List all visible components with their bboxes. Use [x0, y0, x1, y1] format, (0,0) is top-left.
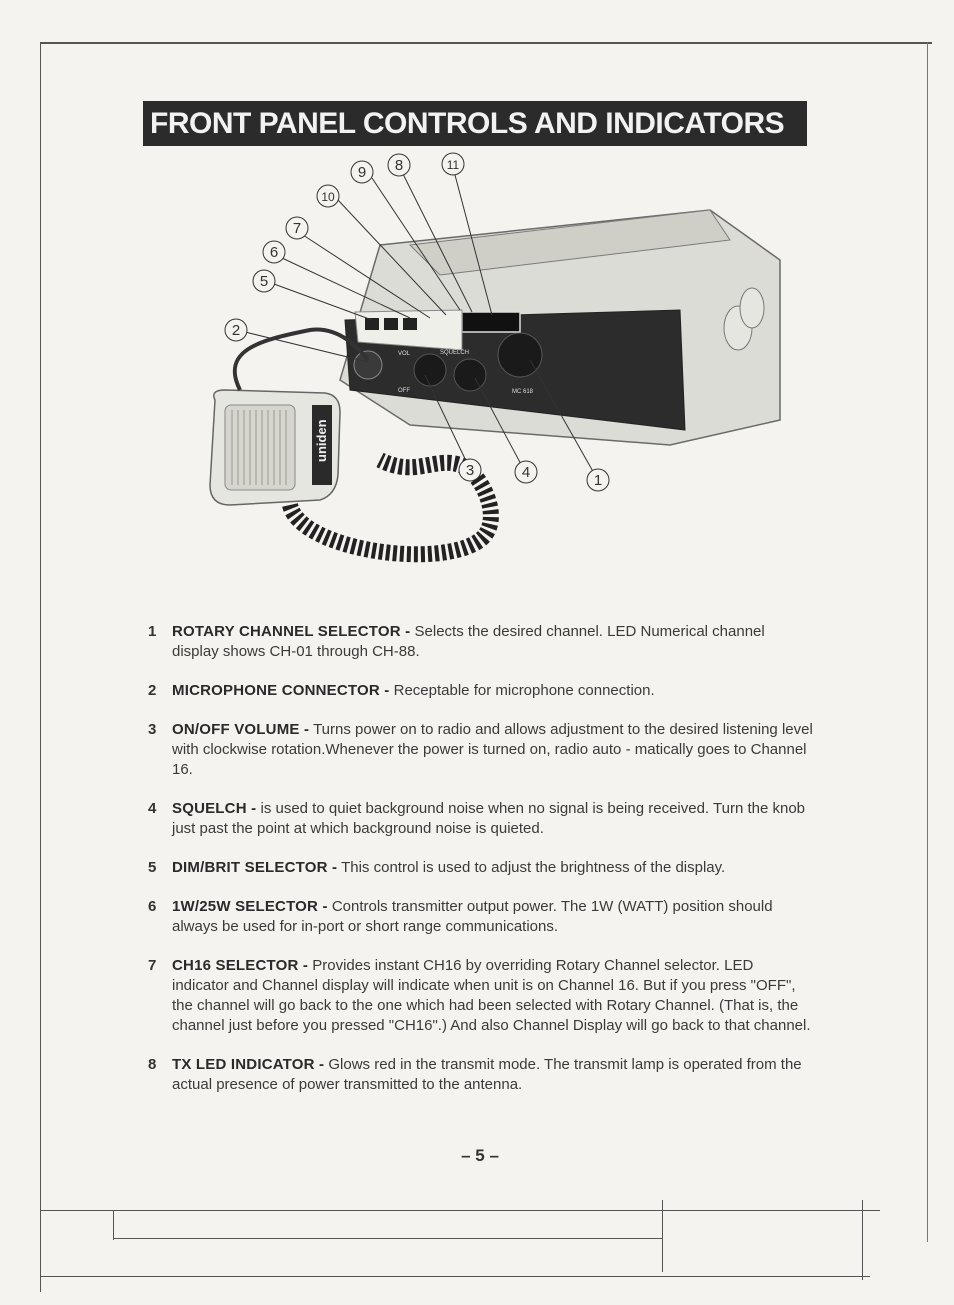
- list-item: [148, 799, 813, 839]
- item-number: 3: [148, 721, 157, 738]
- bottom-box-right: [662, 1200, 663, 1272]
- item-number: 6: [148, 898, 157, 915]
- right-border-line: [927, 42, 928, 1242]
- item-number: 7: [148, 957, 157, 974]
- svg-text:11: 11: [446, 158, 460, 172]
- item-label: CH16 SELECTOR -: [172, 957, 309, 974]
- squelch-label: SQUELCH: [440, 350, 470, 356]
- callout-11: [442, 153, 464, 175]
- svg-text:5: 5: [259, 273, 269, 290]
- item-text: Controls transmitter output power. The 1W (WATT) position should always be used for in-port or short range communications.: [172, 898, 773, 935]
- svg-text:1: 1: [593, 472, 603, 489]
- callout-2: [225, 319, 247, 341]
- item-label: SQUELCH -: [172, 800, 257, 817]
- model-label: MC 618: [512, 389, 534, 395]
- item-text: This control is used to adjust the brightness of the display.: [337, 859, 726, 876]
- bottom-box-left: [113, 1210, 114, 1240]
- list-item: [148, 1055, 813, 1095]
- item-text: Receptable for microphone connection.: [389, 682, 655, 699]
- callout-3: [459, 459, 481, 481]
- item-label: ROTARY CHANNEL SELECTOR -: [172, 623, 411, 640]
- vol-label: VOL: [398, 351, 411, 357]
- callout-6: [263, 241, 285, 263]
- radio-illustration: [140, 150, 820, 610]
- callout-7: [286, 217, 308, 239]
- item-text: Glows red in the transmit mode. The transmit lamp is operated from the actual presence of power transmitted to the antenna.: [172, 1056, 802, 1093]
- item-label: MICROPHONE CONNECTOR -: [172, 682, 390, 699]
- svg-text:2: 2: [231, 322, 241, 339]
- item-text: Provides instant CH16 by overriding Rotary Channel selector. LED indicator and Channel display will indicate when unit is on Channel 16. But if you press "OFF", the channel will go back to the one which had been selected with Rotary Channel. (That is, the channel just before you pressed "CH16".) And also Channel Display will go back to that channel.: [172, 957, 811, 1034]
- bottom-box-right-2: [862, 1200, 863, 1280]
- section-title: FRONT PANEL CONTROLS AND INDICATORS: [143, 101, 807, 146]
- svg-text:9: 9: [357, 164, 367, 181]
- callout-4: [515, 461, 537, 483]
- item-label: 1W/25W SELECTOR -: [172, 898, 328, 915]
- item-text: Selects the desired channel. LED Numerical channel display shows CH-01 through CH-88.: [172, 623, 765, 660]
- list-item: [148, 858, 813, 878]
- item-text: Turns power on to radio and allows adjustment to the desired listening level with clockwise rotation.Whenever the power is turned on, radio auto - matically goes to Channel 16.: [172, 721, 813, 778]
- callout-8: [388, 154, 410, 176]
- top-border-line: [40, 42, 932, 44]
- svg-text:7: 7: [292, 220, 302, 237]
- svg-text:3: 3: [465, 462, 475, 479]
- svg-text:10: 10: [321, 190, 335, 204]
- item-label: DIM/BRIT SELECTOR -: [172, 859, 338, 876]
- callout-5: [253, 270, 275, 292]
- controls-list: [148, 622, 813, 1114]
- page-number: – 5 –: [461, 1146, 499, 1165]
- list-item: [148, 681, 813, 701]
- item-number: 4: [148, 800, 157, 817]
- callout-9: [351, 161, 373, 183]
- item-number: 2: [148, 682, 157, 699]
- callout-10: [317, 185, 339, 207]
- list-item: [148, 720, 813, 780]
- item-label: ON/OFF VOLUME -: [172, 721, 310, 738]
- bottom-box-top: [113, 1238, 663, 1239]
- list-item: [148, 622, 813, 662]
- item-text: is used to quiet background noise when no signal is being received. Turn the knob just past the point at which background noise is quieted.: [172, 800, 805, 837]
- item-number: 1: [148, 623, 157, 640]
- item-number: 8: [148, 1056, 157, 1073]
- off-label: OFF: [398, 388, 410, 394]
- svg-text:4: 4: [521, 464, 531, 481]
- bottom-footer-line: [40, 1276, 870, 1277]
- svg-text:6: 6: [269, 244, 279, 261]
- left-border-line: [40, 42, 41, 1292]
- list-item: [148, 956, 813, 1036]
- item-label: TX LED INDICATOR -: [172, 1056, 325, 1073]
- callout-1: [587, 469, 609, 491]
- svg-text:8: 8: [394, 157, 404, 174]
- brand-label: uniden: [314, 419, 329, 462]
- bottom-rule-line: [40, 1210, 880, 1211]
- list-item: [148, 897, 813, 937]
- item-number: 5: [148, 859, 157, 876]
